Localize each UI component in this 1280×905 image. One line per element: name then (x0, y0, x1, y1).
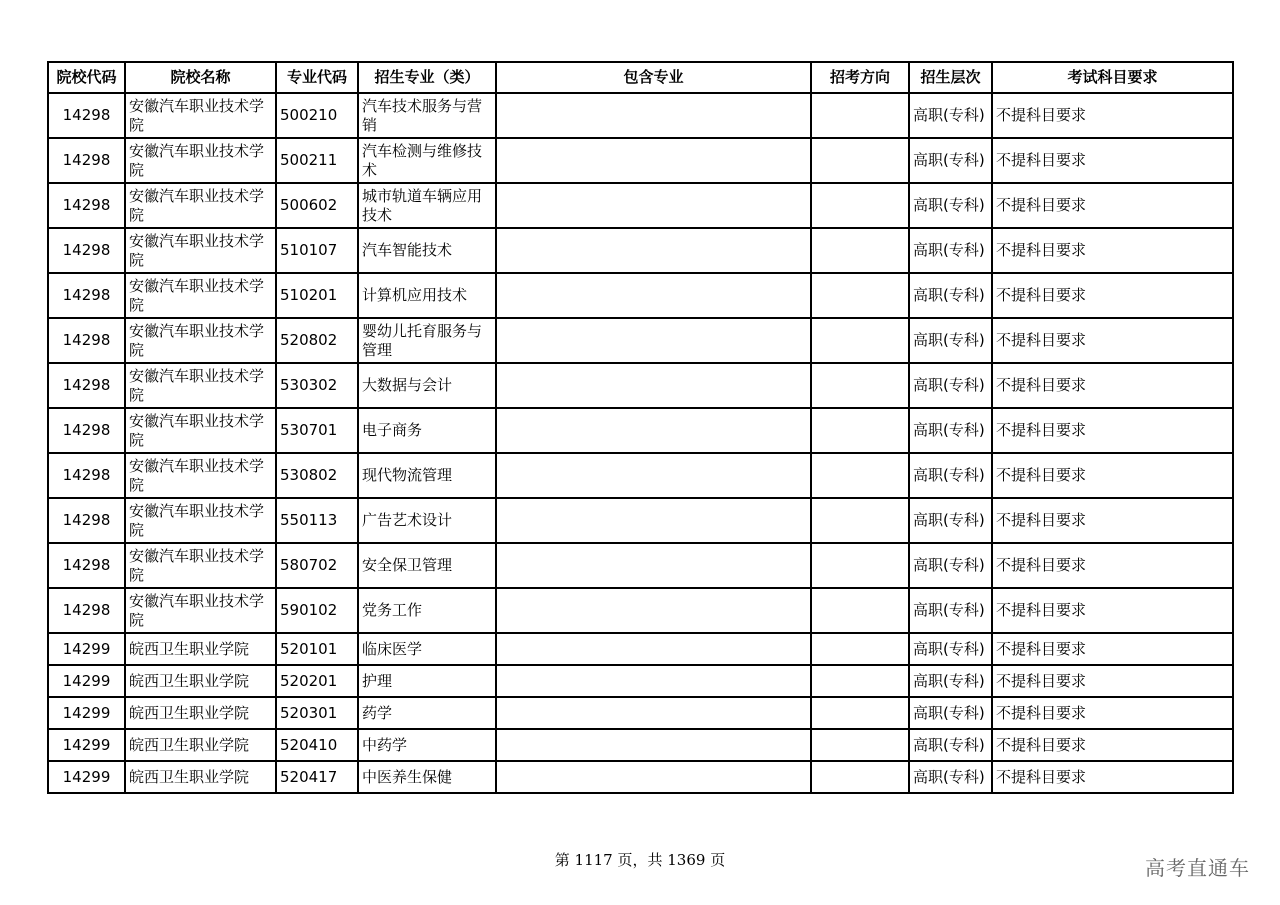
school-name-cell: 安徽汽车职业技术学院 (125, 453, 276, 498)
level-cell: 高职(专科) (909, 729, 992, 761)
direction-cell (811, 761, 909, 793)
school-code-cell: 14298 (48, 453, 125, 498)
table-row (48, 633, 1233, 665)
major-code-cell: 500211 (276, 138, 358, 183)
direction-cell (811, 363, 909, 408)
school-name-cell: 安徽汽车职业技术学院 (125, 228, 276, 273)
header-row (48, 62, 1233, 93)
includes-cell (496, 408, 811, 453)
major-code-cell: 530802 (276, 453, 358, 498)
major-cell: 安全保卫管理 (358, 543, 496, 588)
school-code-cell: 14299 (48, 761, 125, 793)
major-cell: 中医养生保健 (358, 761, 496, 793)
requirement-cell: 不提科目要求 (992, 543, 1233, 588)
level-cell: 高职(专科) (909, 543, 992, 588)
includes-cell (496, 588, 811, 633)
school-code-cell: 14298 (48, 228, 125, 273)
direction-cell (811, 273, 909, 318)
requirement-cell: 不提科目要求 (992, 697, 1233, 729)
header-school-code: 院校代码 (48, 62, 125, 93)
requirement-cell: 不提科目要求 (992, 273, 1233, 318)
requirement-cell: 不提科目要求 (992, 93, 1233, 138)
includes-cell (496, 363, 811, 408)
includes-cell (496, 93, 811, 138)
table-row (48, 273, 1233, 318)
level-cell: 高职(专科) (909, 93, 992, 138)
requirement-cell: 不提科目要求 (992, 183, 1233, 228)
school-name-cell: 安徽汽车职业技术学院 (125, 408, 276, 453)
school-code-cell: 14298 (48, 363, 125, 408)
header-level: 招生层次 (909, 62, 992, 93)
direction-cell (811, 93, 909, 138)
school-code-cell: 14298 (48, 183, 125, 228)
major-cell: 汽车技术服务与营销 (358, 93, 496, 138)
school-code-cell: 14298 (48, 273, 125, 318)
school-code-cell: 14299 (48, 729, 125, 761)
school-code-cell: 14298 (48, 138, 125, 183)
major-cell: 婴幼儿托育服务与管理 (358, 318, 496, 363)
watermark: 高考直通车 (1145, 856, 1250, 880)
major-cell: 大数据与会计 (358, 363, 496, 408)
requirement-cell: 不提科目要求 (992, 408, 1233, 453)
school-name-cell: 安徽汽车职业技术学院 (125, 318, 276, 363)
major-cell: 电子商务 (358, 408, 496, 453)
major-cell: 广告艺术设计 (358, 498, 496, 543)
major-code-cell: 520101 (276, 633, 358, 665)
direction-cell (811, 183, 909, 228)
direction-cell (811, 138, 909, 183)
includes-cell (496, 543, 811, 588)
level-cell: 高职(专科) (909, 453, 992, 498)
level-cell: 高职(专科) (909, 588, 992, 633)
includes-cell (496, 729, 811, 761)
major-cell: 药学 (358, 697, 496, 729)
table-row (48, 228, 1233, 273)
major-code-cell: 520201 (276, 665, 358, 697)
major-code-cell: 510201 (276, 273, 358, 318)
level-cell: 高职(专科) (909, 665, 992, 697)
table-row (48, 588, 1233, 633)
level-cell: 高职(专科) (909, 273, 992, 318)
major-code-cell: 520410 (276, 729, 358, 761)
major-code-cell: 530701 (276, 408, 358, 453)
school-name-cell: 皖西卫生职业学院 (125, 729, 276, 761)
requirement-cell: 不提科目要求 (992, 363, 1233, 408)
includes-cell (496, 697, 811, 729)
major-cell: 城市轨道车辆应用技术 (358, 183, 496, 228)
major-code-cell: 590102 (276, 588, 358, 633)
direction-cell (811, 588, 909, 633)
school-name-cell: 皖西卫生职业学院 (125, 665, 276, 697)
major-code-cell: 500602 (276, 183, 358, 228)
table-row (48, 183, 1233, 228)
school-name-cell: 安徽汽车职业技术学院 (125, 138, 276, 183)
includes-cell (496, 183, 811, 228)
includes-cell (496, 273, 811, 318)
requirement-cell: 不提科目要求 (992, 761, 1233, 793)
table-row (48, 138, 1233, 183)
includes-cell (496, 633, 811, 665)
major-cell: 护理 (358, 665, 496, 697)
requirement-cell: 不提科目要求 (992, 318, 1233, 363)
school-code-cell: 14299 (48, 697, 125, 729)
school-code-cell: 14299 (48, 665, 125, 697)
school-name-cell: 安徽汽车职业技术学院 (125, 363, 276, 408)
major-code-cell: 580702 (276, 543, 358, 588)
requirement-cell: 不提科目要求 (992, 633, 1233, 665)
includes-cell (496, 228, 811, 273)
major-code-cell: 530302 (276, 363, 358, 408)
header-direction: 招考方向 (811, 62, 909, 93)
table-row (48, 761, 1233, 793)
includes-cell (496, 665, 811, 697)
direction-cell (811, 697, 909, 729)
table-row (48, 543, 1233, 588)
school-code-cell: 14298 (48, 408, 125, 453)
direction-cell (811, 665, 909, 697)
level-cell: 高职(专科) (909, 318, 992, 363)
requirement-cell: 不提科目要求 (992, 498, 1233, 543)
school-code-cell: 14298 (48, 498, 125, 543)
includes-cell (496, 761, 811, 793)
major-cell: 汽车检测与维修技术 (358, 138, 496, 183)
level-cell: 高职(专科) (909, 697, 992, 729)
includes-cell (496, 318, 811, 363)
major-cell: 计算机应用技术 (358, 273, 496, 318)
major-code-cell: 550113 (276, 498, 358, 543)
includes-cell (496, 138, 811, 183)
direction-cell (811, 228, 909, 273)
school-name-cell: 安徽汽车职业技术学院 (125, 498, 276, 543)
major-cell: 汽车智能技术 (358, 228, 496, 273)
table-body (48, 93, 1233, 793)
major-cell: 中药学 (358, 729, 496, 761)
table-row (48, 363, 1233, 408)
direction-cell (811, 408, 909, 453)
enrollment-table (47, 61, 1234, 794)
includes-cell (496, 453, 811, 498)
table-row (48, 318, 1233, 363)
school-code-cell: 14298 (48, 93, 125, 138)
header-school-name: 院校名称 (125, 62, 276, 93)
school-code-cell: 14298 (48, 318, 125, 363)
direction-cell (811, 633, 909, 665)
school-code-cell: 14299 (48, 633, 125, 665)
direction-cell (811, 729, 909, 761)
table-row (48, 453, 1233, 498)
major-code-cell: 500210 (276, 93, 358, 138)
header-major-code: 专业代码 (276, 62, 358, 93)
requirement-cell: 不提科目要求 (992, 729, 1233, 761)
major-code-cell: 520301 (276, 697, 358, 729)
table-row (48, 665, 1233, 697)
level-cell: 高职(专科) (909, 498, 992, 543)
page-number-footer: 第 1117 页，共 1369 页 (554, 851, 726, 869)
table-row (48, 697, 1233, 729)
major-code-cell: 520417 (276, 761, 358, 793)
table-row (48, 498, 1233, 543)
header-major: 招生专业（类） (358, 62, 496, 93)
includes-cell (496, 498, 811, 543)
major-cell: 现代物流管理 (358, 453, 496, 498)
requirement-cell: 不提科目要求 (992, 665, 1233, 697)
school-name-cell: 安徽汽车职业技术学院 (125, 543, 276, 588)
direction-cell (811, 543, 909, 588)
table-row (48, 408, 1233, 453)
level-cell: 高职(专科) (909, 633, 992, 665)
level-cell: 高职(专科) (909, 761, 992, 793)
major-cell: 党务工作 (358, 588, 496, 633)
school-name-cell: 皖西卫生职业学院 (125, 697, 276, 729)
requirement-cell: 不提科目要求 (992, 228, 1233, 273)
major-code-cell: 520802 (276, 318, 358, 363)
level-cell: 高职(专科) (909, 183, 992, 228)
level-cell: 高职(专科) (909, 138, 992, 183)
level-cell: 高职(专科) (909, 363, 992, 408)
requirement-cell: 不提科目要求 (992, 453, 1233, 498)
school-name-cell: 安徽汽车职业技术学院 (125, 273, 276, 318)
level-cell: 高职(专科) (909, 408, 992, 453)
requirement-cell: 不提科目要求 (992, 138, 1233, 183)
school-name-cell: 安徽汽车职业技术学院 (125, 183, 276, 228)
school-name-cell: 安徽汽车职业技术学院 (125, 588, 276, 633)
school-code-cell: 14298 (48, 588, 125, 633)
school-name-cell: 皖西卫生职业学院 (125, 761, 276, 793)
school-name-cell: 皖西卫生职业学院 (125, 633, 276, 665)
level-cell: 高职(专科) (909, 228, 992, 273)
school-name-cell: 安徽汽车职业技术学院 (125, 93, 276, 138)
major-code-cell: 510107 (276, 228, 358, 273)
header-requirement: 考试科目要求 (992, 62, 1233, 93)
school-code-cell: 14298 (48, 543, 125, 588)
header-includes: 包含专业 (496, 62, 811, 93)
direction-cell (811, 453, 909, 498)
table-row (48, 729, 1233, 761)
major-cell: 临床医学 (358, 633, 496, 665)
table-row (48, 93, 1233, 138)
requirement-cell: 不提科目要求 (992, 588, 1233, 633)
direction-cell (811, 318, 909, 363)
direction-cell (811, 498, 909, 543)
